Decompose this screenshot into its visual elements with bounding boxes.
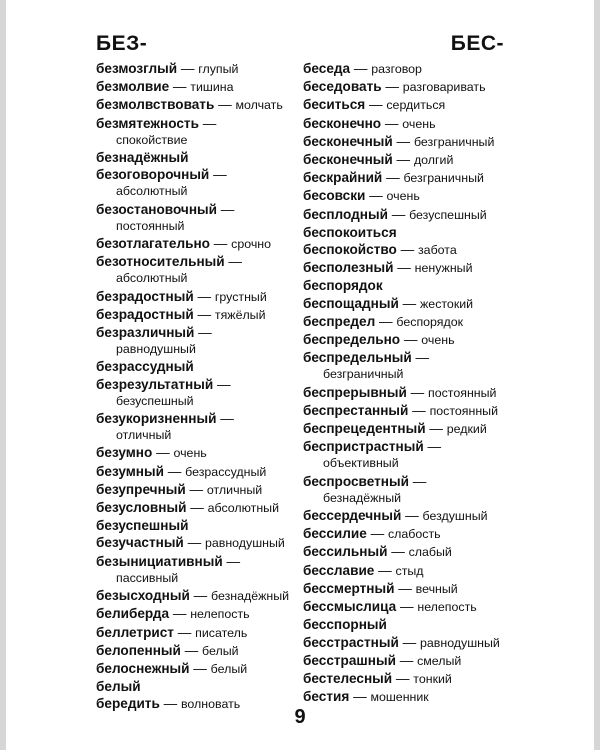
entry-definition-continued: спокойствие xyxy=(116,132,188,147)
entry-word: беспредельный xyxy=(303,350,412,366)
entry-definition: абсолютный xyxy=(207,501,280,516)
entry-dash: — xyxy=(216,411,234,427)
entry-definition: постоянный xyxy=(429,403,499,418)
entry-word: бесплодный xyxy=(303,206,388,222)
dictionary-entry xyxy=(96,678,306,695)
entry-word: безумный xyxy=(96,463,164,479)
entry-dash: — xyxy=(392,670,414,686)
dictionary-entry xyxy=(303,507,513,525)
entry-dash: — xyxy=(382,170,404,186)
entry-word: беситься xyxy=(303,97,366,113)
entry-word: беспрецедентный xyxy=(303,421,426,437)
entry-dash: — xyxy=(394,580,416,596)
entry-word: бесконечный xyxy=(303,133,393,149)
entry-definition: грустный xyxy=(214,289,267,304)
dictionary-entry xyxy=(96,324,306,358)
entry-definition: глупый xyxy=(198,62,239,76)
entry-dash: — xyxy=(381,115,403,131)
entry-definition: безнадёжный xyxy=(211,589,290,604)
entry-definition: слабость xyxy=(387,527,441,542)
dictionary-entry xyxy=(303,241,513,259)
dictionary-entry xyxy=(303,616,513,633)
dictionary-entry xyxy=(303,473,513,507)
entry-dash: — xyxy=(395,652,418,668)
entry-definition: постоянный xyxy=(428,385,497,400)
entry-definition: ненужный xyxy=(414,261,473,276)
entry-dash: — xyxy=(194,325,212,341)
entry-word: бередить xyxy=(96,696,160,712)
entry-word: бессмертный xyxy=(303,580,395,596)
entry-word: безразличный xyxy=(96,325,195,341)
dictionary-entry xyxy=(303,688,513,706)
entry-dash: — xyxy=(408,402,430,418)
entry-word: белиберда xyxy=(96,606,170,622)
dictionary-entry xyxy=(96,517,306,534)
entry-word: бестия xyxy=(303,689,350,705)
entry-word: беспредельно xyxy=(303,332,401,348)
entry-word: бесспорный xyxy=(303,617,387,633)
entry-definition: забота xyxy=(418,243,457,258)
entry-definition: разговор xyxy=(371,62,422,76)
entry-dash: — xyxy=(349,689,371,705)
entry-word: безрадостный xyxy=(96,306,194,322)
left-column-entries xyxy=(96,60,306,714)
entry-word: безоговорочный xyxy=(96,167,210,183)
entry-word: беспрестанный xyxy=(303,402,409,418)
dictionary-entry xyxy=(303,349,513,383)
dictionary-entry xyxy=(303,115,513,133)
entry-dash: — xyxy=(224,254,243,270)
entry-word: бесстрашный xyxy=(303,652,396,668)
entry-word: беседовать xyxy=(303,79,382,95)
entry-dash: — xyxy=(209,236,232,252)
dictionary-entry xyxy=(303,60,513,78)
entry-definition: тишина xyxy=(190,80,234,95)
entry-dash: — xyxy=(183,535,205,551)
dictionary-entry xyxy=(303,295,513,313)
entry-word: безотносительный xyxy=(96,254,225,270)
entry-dash: — xyxy=(186,500,208,516)
dictionary-entry xyxy=(303,259,513,277)
dictionary-entry xyxy=(303,169,513,187)
entry-definition: равнодушный xyxy=(204,536,285,551)
entry-dash: — xyxy=(222,553,241,569)
left-column-header: БЕЗ- xyxy=(96,32,148,55)
entry-dash: — xyxy=(381,79,403,95)
entry-word: бесславие xyxy=(303,562,375,578)
entry-word: беспристрастный xyxy=(303,439,424,455)
entry-definition: долгий xyxy=(413,153,454,168)
entry-word: бескрайний xyxy=(303,170,383,186)
entry-dash: — xyxy=(164,463,186,479)
dictionary-entry xyxy=(96,78,306,96)
entry-word: безмолвие xyxy=(96,79,170,95)
entry-definition: очень xyxy=(386,189,420,204)
dictionary-entry xyxy=(303,525,513,543)
entry-word: белопенный xyxy=(96,642,181,658)
dictionary-entry xyxy=(303,580,513,598)
entry-word: белоснежный xyxy=(96,660,190,676)
entry-definition: вечный xyxy=(415,581,458,596)
entry-dash: — xyxy=(375,313,397,329)
dictionary-entry xyxy=(96,149,306,166)
dictionary-entry xyxy=(96,376,306,410)
left-page-edge xyxy=(0,0,6,750)
entry-definition: молчать xyxy=(235,98,283,113)
dictionary-entry xyxy=(96,481,306,499)
entry-word: безупречный xyxy=(96,481,186,497)
entry-dash: — xyxy=(411,350,430,366)
entry-dash: — xyxy=(198,115,217,131)
entry-definition: разговаривать xyxy=(402,80,486,95)
dictionary-entry xyxy=(96,642,306,660)
entry-definition: очень xyxy=(173,446,207,461)
entry-dash: — xyxy=(392,133,414,149)
dictionary-entry xyxy=(96,60,306,78)
entry-dash: — xyxy=(193,288,215,304)
entry-definition-continued: абсолютный xyxy=(116,271,188,286)
entry-dash: — xyxy=(423,439,442,455)
dictionary-entry xyxy=(303,96,513,114)
dictionary-entry xyxy=(96,553,306,587)
dictionary-entry xyxy=(96,499,306,517)
dictionary-entry xyxy=(303,670,513,688)
entry-word: беседа xyxy=(303,61,351,76)
entry-dash: — xyxy=(387,544,409,560)
entry-word: безмятежность xyxy=(96,115,199,131)
entry-definition-continued: равнодушный xyxy=(116,342,196,357)
entry-dash: — xyxy=(180,642,203,658)
entry-dash: — xyxy=(387,206,410,222)
entry-definition: нелепость xyxy=(417,600,477,615)
entry-word: безусловный xyxy=(96,500,187,516)
entry-word: беспокойство xyxy=(303,242,397,258)
dictionary-entry xyxy=(96,96,306,114)
entry-dash: — xyxy=(400,332,422,348)
entry-definition: жестокий xyxy=(420,296,474,311)
dictionary-entry xyxy=(96,235,306,253)
entry-word: бесконечно xyxy=(303,115,382,131)
entry-definition: безграничный xyxy=(403,171,484,186)
dictionary-entry xyxy=(303,598,513,616)
entry-word: безысходный xyxy=(96,588,190,604)
dictionary-entry xyxy=(96,166,306,200)
dictionary-entry xyxy=(303,133,513,151)
dictionary-entry xyxy=(303,313,513,331)
entry-definition: редкий xyxy=(446,422,487,437)
entry-definition-continued: абсолютный xyxy=(116,184,188,199)
entry-definition: отличный xyxy=(206,482,263,497)
entry-word: бессильный xyxy=(303,544,388,560)
dictionary-entry xyxy=(96,605,306,623)
entry-word: безостановочный xyxy=(96,201,218,217)
entry-word: беспрерывный xyxy=(303,384,407,400)
entry-definition: сердиться xyxy=(386,98,446,113)
entry-definition: безграничный xyxy=(413,134,495,149)
dictionary-entry xyxy=(96,534,306,552)
entry-dash: — xyxy=(214,97,236,113)
entry-definition-continued: безграничный xyxy=(323,367,404,382)
dictionary-entry xyxy=(303,384,513,402)
entry-word: беллетрист xyxy=(96,624,174,640)
entry-word: безрассудный xyxy=(96,359,194,375)
dictionary-entry xyxy=(303,224,513,241)
entry-word: бессердечный xyxy=(303,508,402,524)
entry-word: безучастный xyxy=(96,535,184,551)
entry-word: безнадёжный xyxy=(96,150,189,166)
dictionary-entry xyxy=(303,420,513,438)
entry-dash: — xyxy=(396,599,418,615)
entry-dash: — xyxy=(159,696,181,712)
entry-definition: писатель xyxy=(195,625,248,640)
entry-dash: — xyxy=(189,660,211,676)
entry-definition: срочно xyxy=(231,237,272,252)
entry-dash: — xyxy=(365,188,387,204)
entry-definition: безуспешный xyxy=(409,207,487,222)
dictionary-entry xyxy=(303,277,513,294)
entry-dash: — xyxy=(209,167,227,183)
entry-dash: — xyxy=(398,634,420,650)
entry-definition: тонкий xyxy=(413,671,452,686)
entry-dash: — xyxy=(392,152,414,168)
entry-word: безмолвствовать xyxy=(96,97,215,113)
entry-word: беспредел xyxy=(303,313,376,329)
entry-definition: белый xyxy=(202,643,239,658)
entry-definition: слабый xyxy=(408,545,452,560)
entry-definition-continued: постоянный xyxy=(116,218,185,233)
dictionary-entry xyxy=(96,624,306,642)
entry-definition: белый xyxy=(210,661,248,676)
dictionary-entry xyxy=(96,288,306,306)
page-number: 9 xyxy=(294,706,306,728)
dictionary-entry xyxy=(303,78,513,96)
entry-dash: — xyxy=(408,473,427,489)
entry-word: бессилие xyxy=(303,526,367,542)
dictionary-entry xyxy=(303,652,513,670)
dictionary-entry xyxy=(96,444,306,462)
entry-definition-continued: безуспешный xyxy=(116,393,194,408)
dictionary-entry xyxy=(96,306,306,324)
dictionary-entry xyxy=(96,253,306,287)
entry-word: безукоризненный xyxy=(96,411,217,427)
entry-word: беспощадный xyxy=(303,295,399,311)
entry-definition: волновать xyxy=(180,697,241,712)
entry-definition: тяжёлый xyxy=(214,307,266,322)
dictionary-entry xyxy=(303,543,513,561)
entry-dash: — xyxy=(173,624,196,640)
entry-dash: — xyxy=(425,421,447,437)
entry-word: бесовски xyxy=(303,188,366,204)
dictionary-entry xyxy=(303,402,513,420)
dictionary-entry xyxy=(96,410,306,444)
dictionary-entry xyxy=(303,206,513,224)
entry-dash: — xyxy=(177,61,199,76)
entry-definition: беспорядок xyxy=(396,314,464,329)
dictionary-entry xyxy=(303,331,513,349)
entry-word: безмозглый xyxy=(96,61,178,76)
entry-dash: — xyxy=(365,97,387,113)
entry-word: безынициативный xyxy=(96,553,223,569)
entry-definition: смелый xyxy=(417,653,462,668)
entry-definition: очень xyxy=(402,116,436,131)
entry-dash: — xyxy=(398,295,421,311)
entry-word: бестелесный xyxy=(303,670,393,686)
dictionary-entry xyxy=(96,115,306,149)
entry-word: беспросветный xyxy=(303,473,409,489)
entry-definition: мошенник xyxy=(370,690,429,705)
dictionary-entry xyxy=(303,151,513,169)
entry-word: безуспешный xyxy=(96,518,189,534)
entry-dash: — xyxy=(406,384,429,400)
entry-definition-continued: пассивный xyxy=(116,570,179,585)
entry-dash: — xyxy=(393,260,415,276)
entry-dash: — xyxy=(217,201,235,217)
entry-dash: — xyxy=(185,481,207,497)
dictionary-entry xyxy=(96,660,306,678)
entry-definition-continued: объективный xyxy=(323,456,399,471)
dictionary-entry xyxy=(96,463,306,481)
entry-dash: — xyxy=(374,562,396,578)
entry-word: беспокоиться xyxy=(303,224,397,240)
entry-dash: — xyxy=(396,242,418,258)
entry-dash: — xyxy=(366,526,388,542)
entry-word: бесконечный xyxy=(303,152,393,168)
dictionary-entry xyxy=(96,358,306,375)
entry-word: белый xyxy=(96,679,141,695)
entry-word: бессмыслица xyxy=(303,599,397,615)
dictionary-entry xyxy=(303,634,513,652)
entry-definition: безрассудный xyxy=(185,464,267,479)
entry-dash: — xyxy=(213,376,231,392)
right-column-entries xyxy=(303,60,513,706)
entry-word: безотлагательно xyxy=(96,236,210,252)
entry-definition: стыд xyxy=(395,563,424,578)
entry-word: безумно xyxy=(96,445,153,461)
entry-dash: — xyxy=(169,79,191,95)
entry-dash: — xyxy=(169,606,191,622)
entry-word: беспорядок xyxy=(303,278,383,294)
entry-definition-continued: безнадёжный xyxy=(323,490,402,505)
right-column-header: БЕС- xyxy=(450,32,504,55)
dictionary-entry xyxy=(303,438,513,472)
entry-word: безрезультатный xyxy=(96,376,214,392)
entry-dash: — xyxy=(152,445,174,461)
entry-dash: — xyxy=(189,588,212,604)
dictionary-entry xyxy=(303,562,513,580)
entry-dash: — xyxy=(401,508,423,524)
entry-definition: очень xyxy=(421,333,455,348)
dictionary-entry xyxy=(303,187,513,205)
entry-definition: равнодушный xyxy=(419,635,500,650)
right-page-edge xyxy=(594,0,600,750)
entry-definition: бездушный xyxy=(422,509,488,524)
entry-dash: — xyxy=(350,61,372,76)
entry-definition: нелепость xyxy=(190,607,250,622)
dictionary-entry xyxy=(96,587,306,605)
entry-dash: — xyxy=(193,306,215,322)
entry-word: бесполезный xyxy=(303,260,394,276)
entry-definition-continued: отличный xyxy=(116,428,172,443)
entry-word: бесстрастный xyxy=(303,634,399,650)
entry-word: безрадостный xyxy=(96,288,194,304)
dictionary-entry xyxy=(96,201,306,235)
